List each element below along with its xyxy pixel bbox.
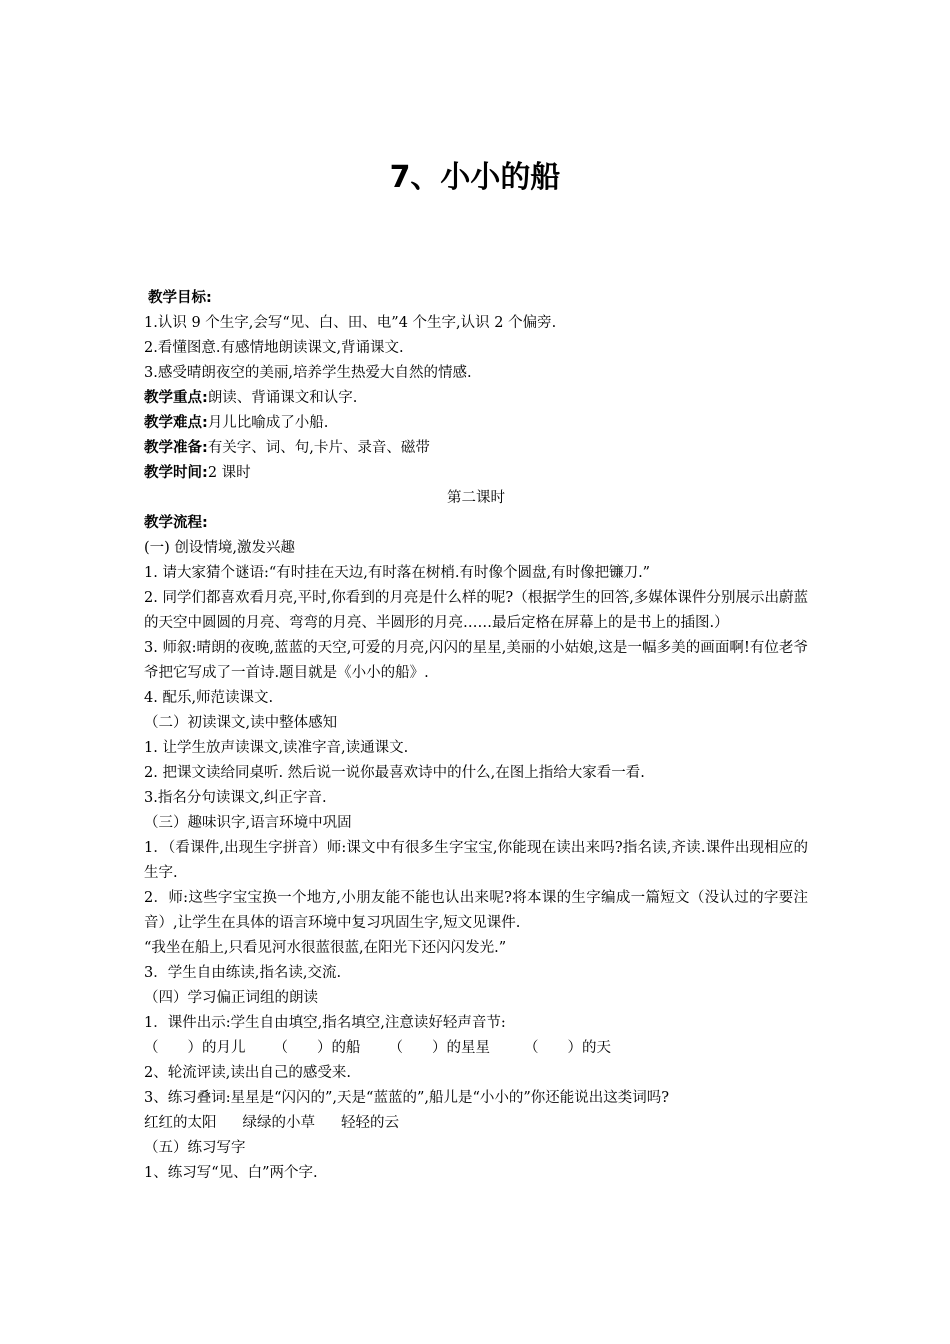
teaching-time: [144, 461, 808, 486]
section-item: 3.指名分句读课文,纠正字音.: [144, 790, 327, 806]
example-word: 红红的太阳: [144, 1115, 217, 1131]
blank-phrase: （ ）的月儿: [144, 1040, 246, 1056]
section-item: 3．学生自由练读,指名读,交流.: [144, 965, 342, 981]
difficulty-text: 月儿比喻成了小船.: [207, 415, 329, 431]
section-heading: (一) 创设情境,激发兴趣: [144, 540, 296, 556]
blank-phrase: （ ）的船: [273, 1040, 361, 1056]
document-body: [144, 286, 808, 1186]
blank-phrase: （ ）的星星: [388, 1040, 490, 1056]
blank-phrase: （ ）的天: [524, 1040, 611, 1056]
difficulty: [144, 411, 808, 436]
objectives-heading: 教学目标:: [148, 290, 212, 306]
section-item: 4. 配乐,师范读课文.: [144, 690, 274, 706]
lesson-label: 第二课时: [447, 490, 505, 506]
section-item: 3、练习叠词:星星是“闪闪的”,天是“蓝蓝的”,船儿是“小小的”你还能说出这类词吗?: [144, 1090, 670, 1106]
section-heading: （三）趣味识字,语言环境中巩固: [144, 815, 352, 831]
section-item: 1、练习写“见、白”两个字.: [144, 1165, 318, 1181]
fill-in-blanks-row: [144, 1036, 808, 1061]
example-words-row: [144, 1111, 808, 1136]
key-points-text: 朗读、背诵课文和认字.: [207, 390, 358, 406]
process-heading: 教学流程:: [144, 515, 208, 531]
objective-item: 3.感受晴朗夜空的美丽,培养学生热爱大自然的情感.: [144, 365, 472, 381]
key-points: [144, 386, 808, 411]
section-item: 1．课件出示:学生自由填空,指名填空,注意读好轻声音节:: [144, 1015, 506, 1031]
key-points-label: 教学重点:: [144, 390, 208, 406]
preparation-label: 教学准备:: [144, 440, 208, 456]
section-item: 1. 让学生放声读课文,读准字音,读通课文.: [144, 740, 409, 756]
example-word: 绿绿的小草: [242, 1115, 315, 1131]
section-heading: （二）初读课文,读中整体感知: [144, 715, 338, 731]
objective-item: 1.认识 9 个生字,会写“见、白、田、电”4 个生字,认识 2 个偏旁.: [144, 315, 557, 331]
section-item: 2．师:这些字宝宝换一个地方,小朋友能不能也认出来呢?将本课的生字编成一篇短文（没认过的字要注音）,让学生在具体的语言环境中复习巩固生字,短文见课件.: [144, 890, 808, 931]
preparation-text: 有关字、词、句,卡片、录音、磁带: [207, 440, 430, 456]
section-heading: （五）练习写字: [144, 1140, 246, 1156]
section-item: 2. 同学们都喜欢看月亮,平时,你看到的月亮是什么样的呢?（根据学生的回答,多媒体课件分别展示出蔚蓝的天空中圆圆的月亮、弯弯的月亮、半圆形的月亮……最后定格在屏幕上的是书上的插图.）: [144, 590, 808, 631]
quote-passage: “我坐在船上,只看见河水很蓝很蓝,在阳光下还闪闪发光.”: [144, 940, 507, 956]
section-item: 1. 请大家猜个谜语:“有时挂在天边,有时落在树梢.有时像个圆盘,有时像把镰刀.”: [144, 565, 651, 581]
time-text: 2 课时: [207, 465, 251, 481]
page-title: 7、小小的船: [389, 160, 561, 195]
objective-item: 2.看懂图意.有感情地朗读课文,背诵课文.: [144, 340, 404, 356]
difficulty-label: 教学难点:: [144, 415, 208, 431]
section-item: 2、轮流评读,读出自己的感受来.: [144, 1065, 351, 1081]
section-item: 2. 把课文读给同桌听. 然后说一说你最喜欢诗中的什么,在图上指给大家看一看.: [144, 765, 645, 781]
section-item: 1．（看课件,出现生字拼音）师:课文中有很多生字宝宝,你能现在读出来吗?指名读,齐读.课件出现相应的生字.: [144, 840, 808, 881]
time-label: 教学时间:: [144, 465, 208, 481]
example-word: 轻轻的云: [341, 1115, 399, 1131]
section-heading: （四）学习偏正词组的朗读: [144, 990, 318, 1006]
preparation: [144, 436, 808, 461]
section-item: 3. 师叙:晴朗的夜晚,蓝蓝的天空,可爱的月亮,闪闪的星星,美丽的小姑娘,这是一幅多美的画面啊!有位老爷爷把它写成了一首诗.题目就是《小小的船》.: [144, 640, 808, 681]
